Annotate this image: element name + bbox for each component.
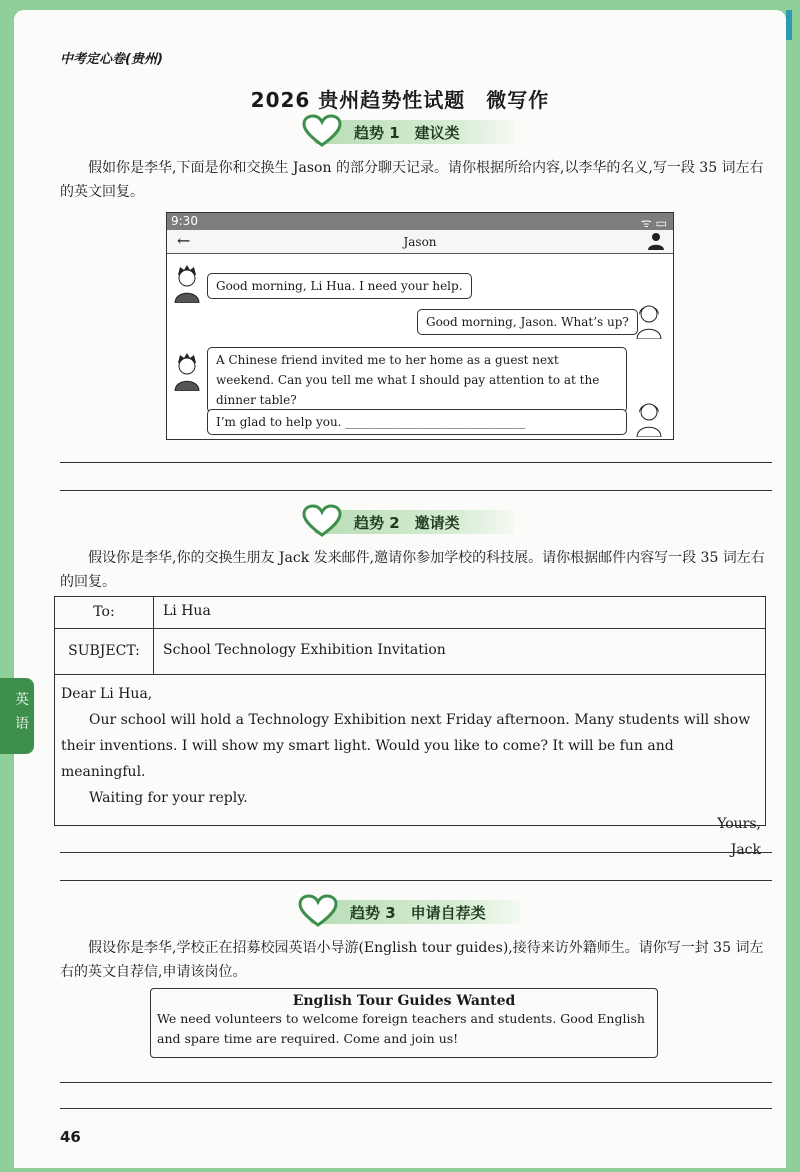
user-icon[interactable] xyxy=(647,232,665,250)
section-2-heading: 趋势 2 邀请类 xyxy=(354,513,460,532)
lihua-avatar-2 xyxy=(633,397,665,437)
email-subject-label: SUBJECT: xyxy=(55,629,154,674)
answer-line[interactable] xyxy=(60,490,772,491)
answer-line[interactable] xyxy=(60,880,772,881)
section-2-prompt: 假设你是李华,你的交换生朋友 Jack 发来邮件,邀请你参加学校的科技展。请你根据邮件内容写一段 35 词左右的回复。 xyxy=(60,550,765,590)
section-3-heading: 趋势 3 申请自荐类 xyxy=(350,903,486,922)
heart-icon xyxy=(298,894,338,928)
email-to-row xyxy=(55,597,765,629)
email-to-label: To: xyxy=(55,597,154,628)
section-2-banner xyxy=(314,510,514,534)
page-title: 2026 贵州趋势性试题 微写作 xyxy=(250,88,550,112)
chat-message: Good morning, Li Hua. I need your help. xyxy=(207,273,472,299)
email-to-value: Li Hua xyxy=(163,603,211,619)
heart-icon xyxy=(302,504,342,538)
section-3-prompt: 假设你是李华,学校正在招募校园英语小导游(English tour guides),接待来访外籍师生。请你写一封 35 词左右的英文自荐信,申请该岗位。 xyxy=(60,940,764,980)
subject-tab xyxy=(0,678,34,754)
status-bar xyxy=(167,213,673,230)
section-3-banner xyxy=(310,900,520,924)
notice-box xyxy=(150,988,658,1058)
chat-message: A Chinese friend invited me to her home as a guest next weekend. Can you tell me what I should pay attention to at the dinner table? xyxy=(207,347,627,413)
jason-avatar xyxy=(171,263,203,303)
page-number: 46 xyxy=(60,1128,81,1146)
jason-avatar-2 xyxy=(171,351,203,391)
email-box xyxy=(54,596,766,858)
chat-message: Good morning, Jason. What’s up? xyxy=(417,309,638,335)
answer-line[interactable] xyxy=(60,852,772,853)
answer-line[interactable] xyxy=(60,1082,772,1083)
email-subject-row xyxy=(55,629,765,675)
email-signature: Jack xyxy=(730,842,761,858)
chat-reply-input[interactable]: I’m glad to help you. ______________________________ xyxy=(207,409,627,435)
email-closing-line: Waiting for your reply. xyxy=(89,790,248,806)
exam-page xyxy=(14,10,786,1168)
chat-nav-bar xyxy=(167,230,673,254)
email-greeting: Dear Li Hua, xyxy=(61,686,153,702)
chat-screen xyxy=(166,212,674,440)
section-1-banner xyxy=(314,120,514,144)
email-body xyxy=(61,681,761,863)
wifi-battery-icon: ᯤ ▭ xyxy=(640,216,667,230)
notice-body: We need volunteers to welcome foreign teachers and students. Good English and spare time are required. Come and join us! xyxy=(157,1011,645,1046)
back-arrow-icon[interactable]: ← xyxy=(177,231,191,250)
chat-contact-name: Jason xyxy=(403,235,437,249)
section-1-heading: 趋势 1 建议类 xyxy=(354,123,460,142)
notice-title: English Tour Guides Wanted xyxy=(292,993,516,1009)
heart-icon xyxy=(302,114,342,148)
answer-line[interactable] xyxy=(60,462,772,463)
corner-marker xyxy=(786,10,792,40)
answer-line[interactable] xyxy=(60,1108,772,1109)
header-label: 中考定心卷(贵州) xyxy=(60,52,163,67)
section-1-prompt: 假如你是李华,下面是你和交换生 Jason 的部分聊天记录。请你根据所给内容,以李华的名义,写一段 35 词左右的英文回复。 xyxy=(60,160,764,200)
email-subject-value: School Technology Exhibition Invitation xyxy=(163,642,446,658)
status-time: 9:30 xyxy=(171,214,198,228)
email-signoff: Yours, xyxy=(717,816,761,832)
email-paragraph: Our school will hold a Technology Exhibition next Friday afternoon. Many students will show their inventions. I will show my smart light. Would you like to come? It will be fun and meaningful. xyxy=(61,712,751,780)
subject-tab-label: 英语 xyxy=(15,692,29,732)
